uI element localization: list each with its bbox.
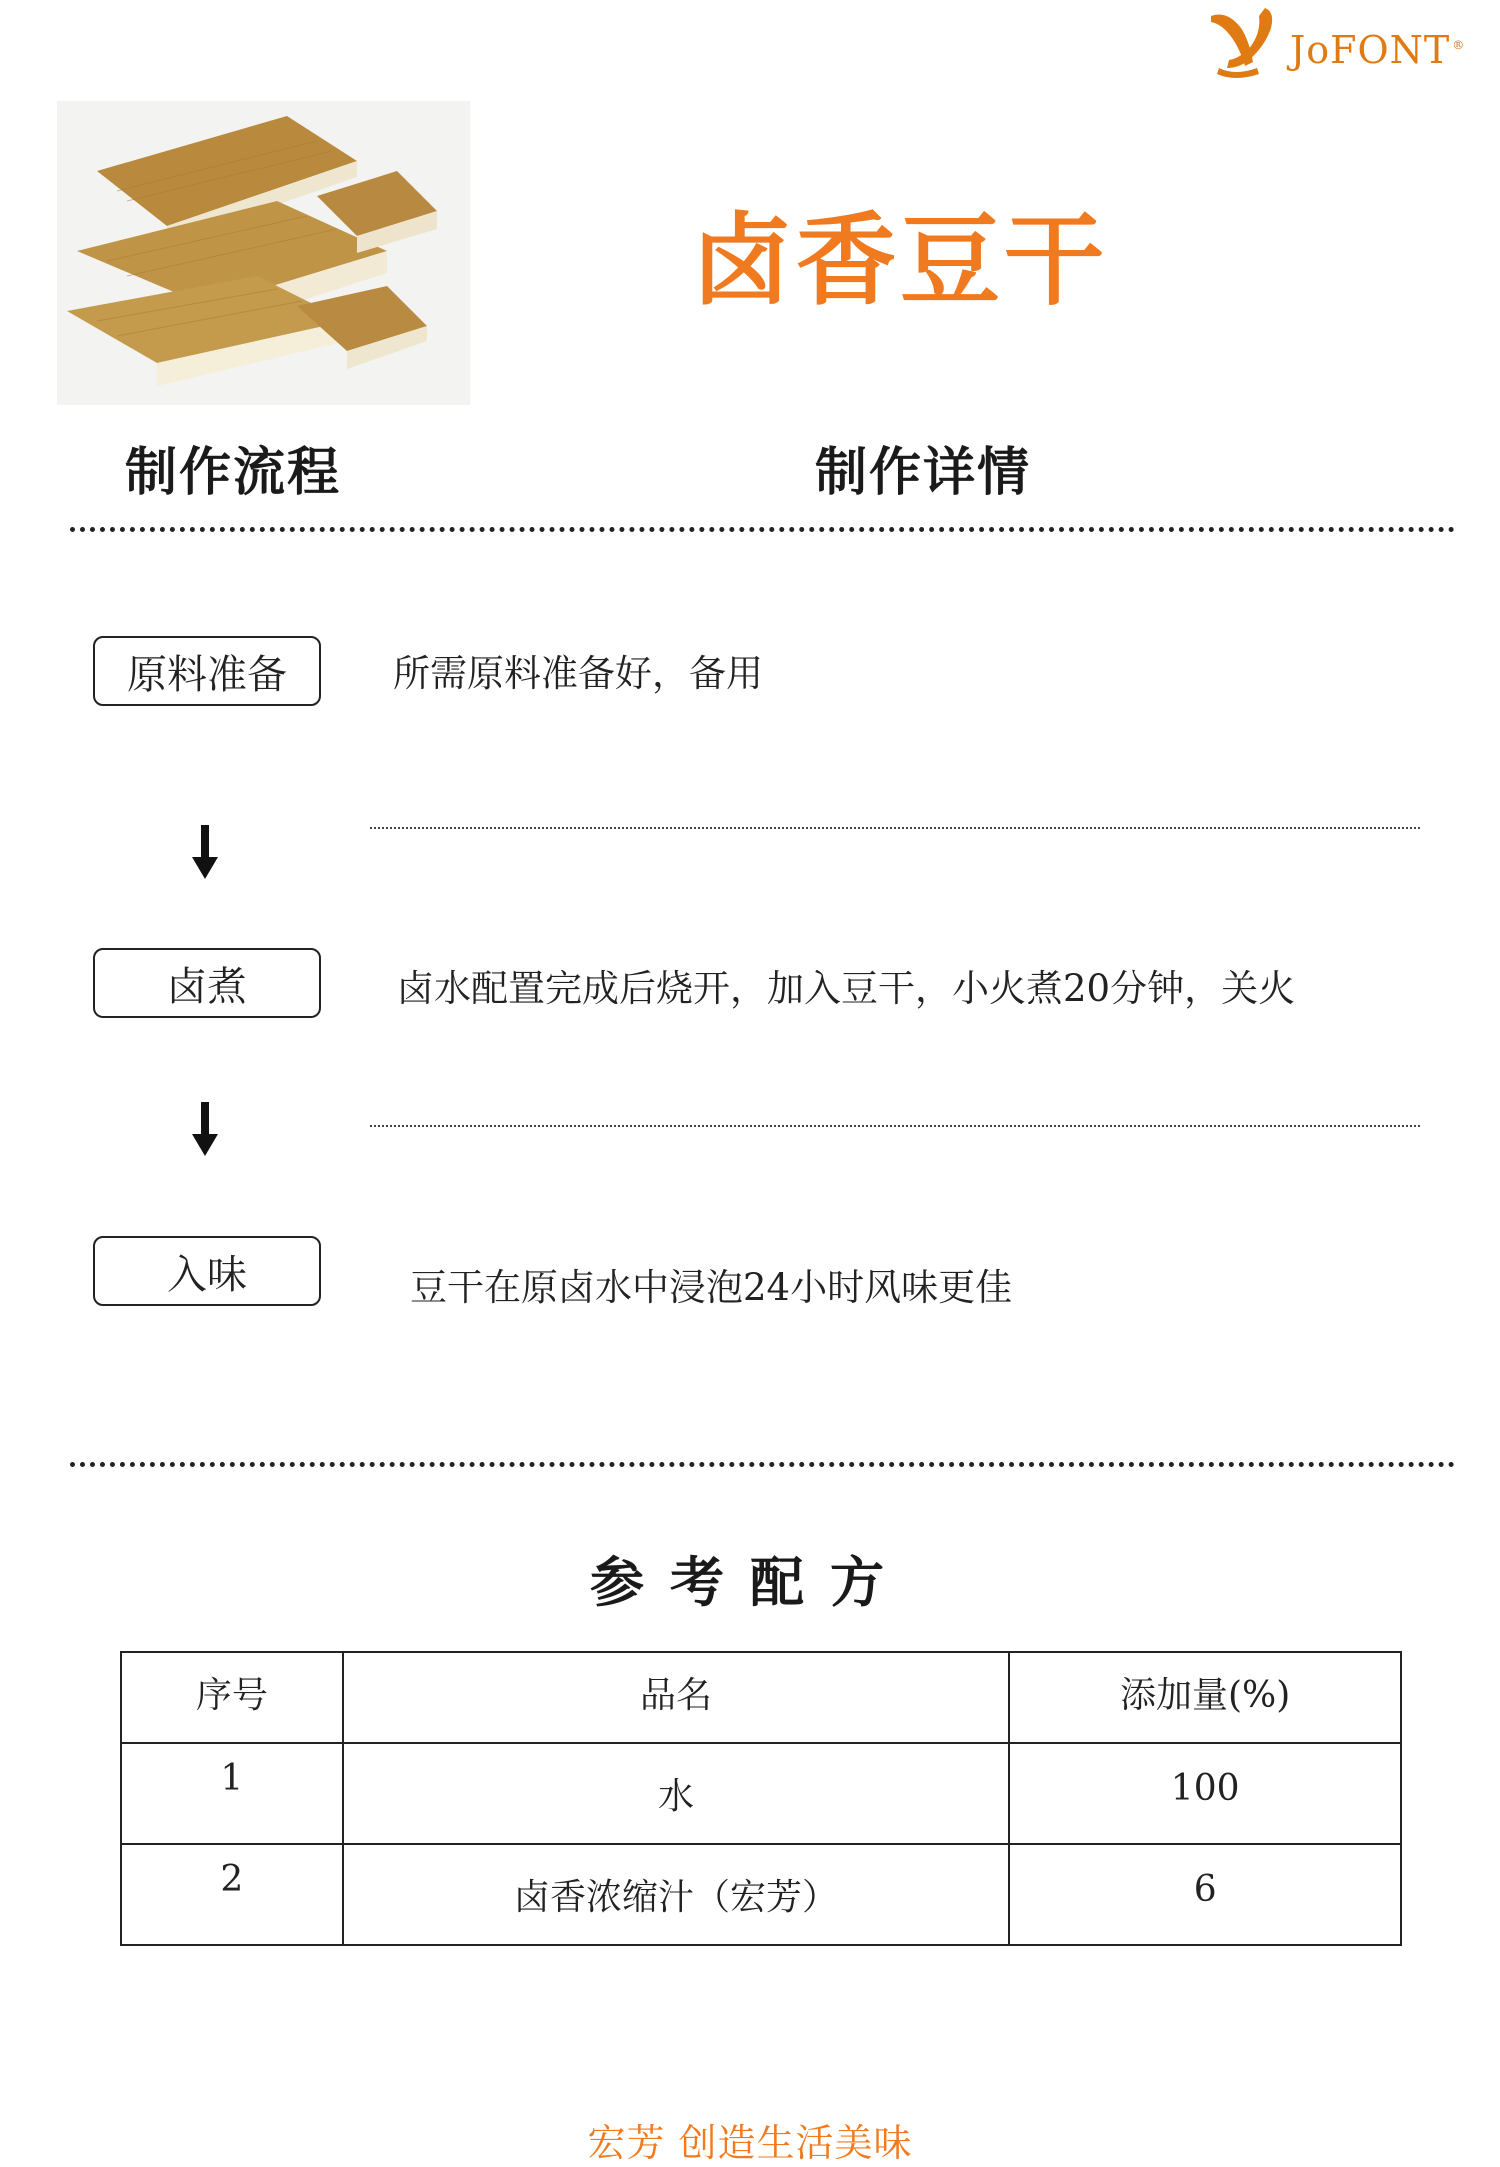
cell-amount: 6 [1009,1844,1401,1945]
page-title: 卤香豆干 [692,202,1108,319]
arrow-down-icon [190,1102,220,1157]
divider-step-2 [370,1125,1420,1127]
step-detail-marinate: 豆干在原卤水中浸泡24小时风味更佳 [410,1266,1013,1309]
cell-amount: 100 [1009,1743,1401,1844]
step-box-prepare: 原料准备 [93,636,321,706]
step-detail-prepare: 所需原料准备好，备用 [393,652,763,695]
column-header: 添加量(%) [1009,1652,1401,1743]
product-photo [57,101,470,405]
divider-top [70,527,1455,532]
footer-slogan: 宏芳 创造生活美味 [587,2121,913,2165]
recipe-heading: 参考配方 [590,1551,910,1614]
step-box-braise: 卤煮 [93,948,321,1018]
recipe-table [120,1651,1402,1946]
cell-name: 水 [343,1743,1010,1844]
table-row [121,1743,1401,1844]
column-header: 序号 [121,1652,343,1743]
cell-no: 2 [121,1844,343,1945]
table-row [121,1844,1401,1945]
table-header-row [121,1652,1401,1743]
arrow-down-icon [190,825,220,880]
details-header: 制作详情 [815,443,1032,503]
divider-step-1 [370,827,1420,829]
step-detail-braise: 卤水配置完成后烧开，加入豆干，小火煮20分钟，关火 [397,967,1296,1010]
cell-name: 卤香浓缩汁（宏芳） [343,1844,1010,1945]
cell-no: 1 [121,1743,343,1844]
divider-bottom [70,1462,1455,1467]
process-header: 制作流程 [125,443,342,503]
step-box-marinate: 入味 [93,1236,321,1306]
brand-wordmark: JoFONT ® [1290,28,1466,72]
column-header: 品名 [343,1652,1010,1743]
